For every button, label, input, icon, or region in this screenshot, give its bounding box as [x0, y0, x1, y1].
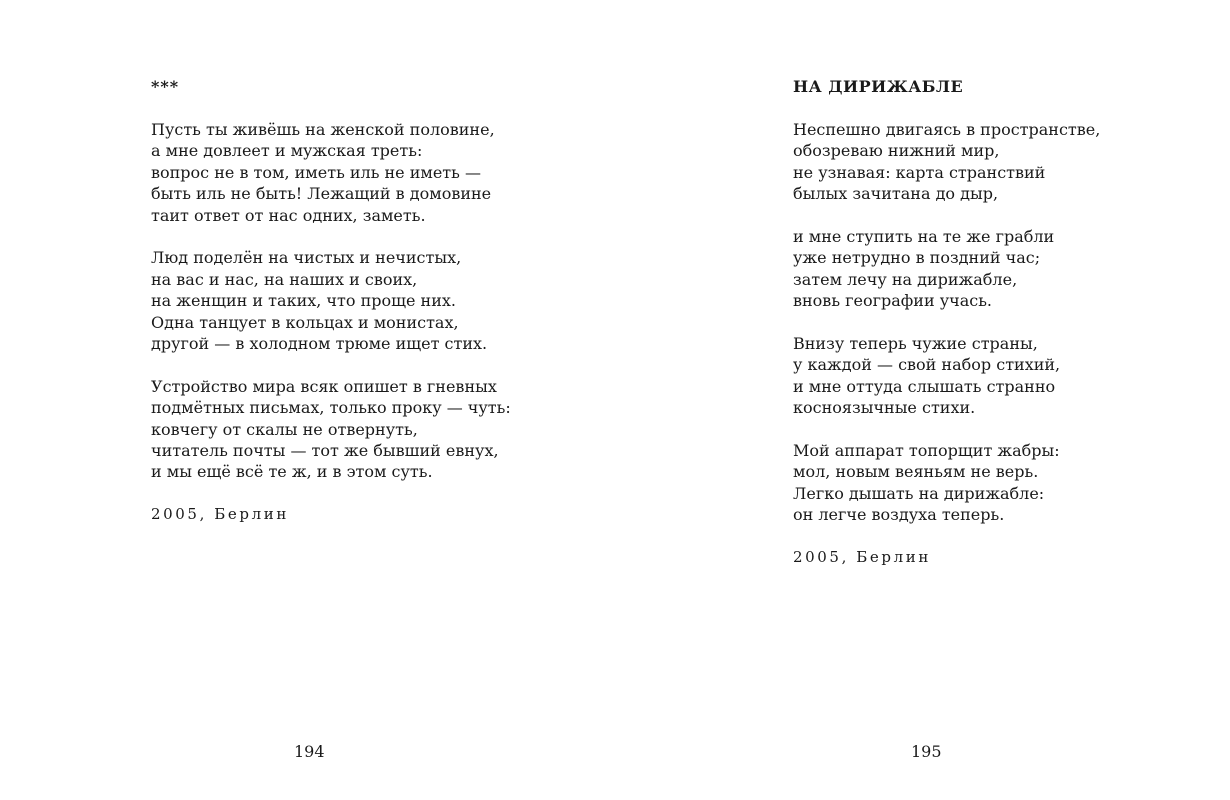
page-number: 194: [294, 742, 325, 761]
poem-dateline: 2005, Берлин: [793, 548, 931, 567]
page-number: 195: [911, 742, 942, 761]
poem-line: у каждой — свой набор стихий,: [793, 355, 1061, 375]
poem-line: он легче воздуха теперь.: [793, 505, 1005, 525]
poem-line: Люд поделён на чистых и нечистых,: [151, 248, 462, 268]
stanza: [151, 119, 511, 226]
poem-line: и мне ступить на те же грабли: [793, 227, 1055, 247]
poem-title: НА ДИРИЖАБЛЕ: [793, 77, 964, 96]
poem-line: читатель почты — тот же бывший евнух,: [151, 441, 499, 461]
poem-line: быть иль не быть! Лежащий в домовине: [151, 184, 492, 204]
stanza: [793, 119, 1100, 205]
poem-right: [793, 76, 1100, 567]
poem-line: затем лечу на дирижабле,: [793, 269, 1018, 289]
poem-line: Неспешно двигаясь в пространстве,: [793, 120, 1101, 139]
poem-line: таит ответ от нас одних, заметь.: [151, 205, 426, 225]
poem-line: уже нетрудно в поздний час;: [793, 248, 1041, 268]
poem-line: Внизу теперь чужие страны,: [793, 334, 1038, 354]
stanza: [793, 226, 1100, 312]
poem-line: Пусть ты живёшь на женской половине,: [151, 120, 495, 139]
poem-line: вопрос не в том, иметь иль не иметь —: [151, 162, 481, 182]
poem-line: и мне оттуда слышать странно: [793, 376, 1056, 396]
poem-line: не узнавая: карта странствий: [793, 162, 1046, 182]
right-page: [615, 0, 1230, 800]
poem-line: подмётных письмах, только проку — чуть:: [151, 398, 511, 418]
poem-line: другой — в холодном трюме ищет стих.: [151, 334, 488, 354]
poem-line: Устройство мира всяк опишет в гневных: [151, 376, 497, 396]
poem-line: Мой аппарат топорщит жабры:: [793, 441, 1060, 461]
stanza: [793, 333, 1100, 419]
poem-line: Легко дышать на дирижабле:: [793, 483, 1045, 503]
stanza: [151, 376, 511, 483]
poem-line: мол, новым веяньям не верь.: [793, 462, 1039, 482]
poem-line: обозреваю нижний мир,: [793, 141, 1000, 161]
poem-line: косноязычные стихи.: [793, 398, 976, 418]
stanza: [151, 247, 511, 354]
poem-line: на женщин и таких, что проще них.: [151, 291, 456, 311]
poem-line: и мы ещё всё те ж, и в этом суть.: [151, 462, 433, 482]
poem-heading-asterisks: ***: [151, 77, 180, 96]
poem-dateline: 2005, Берлин: [151, 505, 289, 524]
poem-line: а мне довлеет и мужская треть:: [151, 141, 423, 161]
poem-line: вновь географии учась.: [793, 291, 992, 311]
poem-left: [151, 76, 511, 524]
poem-line: на вас и нас, на наших и своих,: [151, 269, 418, 289]
poem-line: былых зачитана до дыр,: [793, 184, 999, 204]
stanza: [793, 440, 1100, 526]
poem-line: Одна танцует в кольцах и монистах,: [151, 312, 459, 332]
poem-line: ковчегу от скалы не отвернуть,: [151, 419, 418, 439]
